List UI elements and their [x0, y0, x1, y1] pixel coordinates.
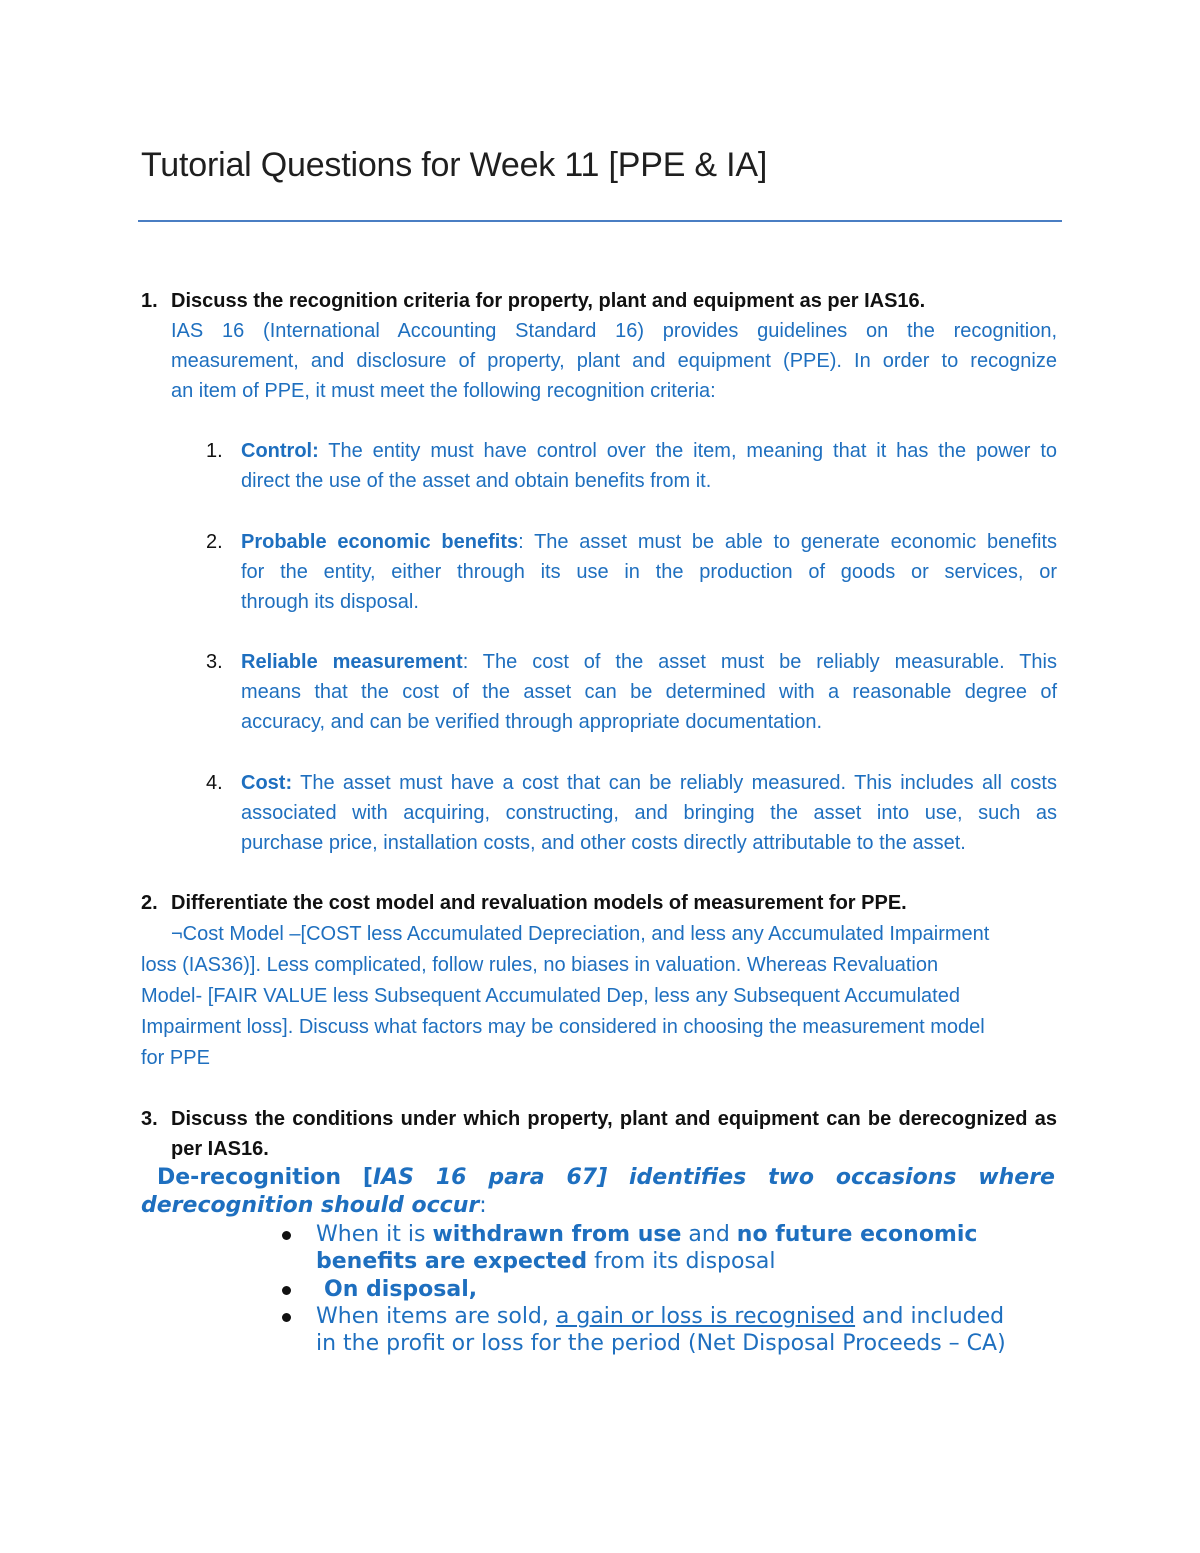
q2-question: Differentiate the cost model and revaluation models of measurement for PPE. [171, 892, 907, 914]
bullet-3-line-1 [316, 1303, 1004, 1330]
bullet-3-line-2: in the profit or loss for the period (Net Disposal Proceeds – CA) [316, 1331, 1006, 1356]
criterion-3-line-3: accuracy, and can be verified through appropriate documentation. [241, 711, 823, 733]
heading-italic-part-2: derecognition should occur [141, 1193, 480, 1218]
criterion-3-label: Reliable measurement [241, 651, 463, 673]
bullet-1-bold-b: no future economic [736, 1222, 978, 1247]
heading-colon: : [479, 1193, 487, 1218]
criterion-4-line-3: purchase price, installation costs, and other costs directly attributable to the asset. [241, 832, 966, 854]
bullet-dot-1 [282, 1231, 291, 1240]
criterion-1-text: The entity must have control over the item, meaning that it has the power to [318, 440, 1057, 462]
bullet-1-bold-c: benefits are expected [316, 1249, 588, 1274]
criterion-4-label: Cost: [241, 772, 293, 794]
criterion-2-label: Probable economic benefits [241, 531, 519, 553]
q1-intro-line-1: IAS 16 (International Accounting Standard 16) provides guidelines on the recognition, [171, 320, 1057, 342]
criterion-4-line-1 [241, 768, 1057, 798]
q1-intro-line-3: an item of PPE, it must meet the following recognition criteria: [171, 380, 716, 402]
criterion-3-line-2: means that the cost of the asset can be determined with a reasonable degree of [241, 681, 1057, 703]
criterion-3-text: : The cost of the asset must be reliably measurable. This [462, 651, 1057, 673]
criterion-4-text: The asset must have a cost that can be reliably measured. This includes all costs [292, 772, 1057, 794]
criterion-2-number: 2. [206, 531, 223, 553]
q2-answer-line-1: ¬Cost Model –[COST less Accumulated Depreciation, and less any Accumulated Impairment [171, 923, 990, 945]
derecognition-heading-line-1 [157, 1164, 1055, 1191]
bullet-1-text-b: and [681, 1222, 737, 1247]
bullet-dot-3 [282, 1313, 291, 1322]
criterion-3-line-1 [241, 647, 1057, 677]
q2-number: 2. [141, 892, 158, 914]
bullet-1-text-a: When it is [316, 1222, 433, 1247]
q2-answer-line-2: loss (IAS36)]. Less complicated, follow rules, no biases in valuation. Whereas Revaluation [141, 954, 939, 976]
criterion-1-line-2: direct the use of the asset and obtain benefits from it. [241, 470, 712, 492]
criterion-1-label: Control: [241, 440, 319, 462]
bullet-2-line-1: On disposal, [324, 1277, 478, 1302]
q1-intro-line-2: measurement, and disclosure of property, plant and equipment (PPE). In order to recognize [171, 350, 1057, 372]
criterion-1-number: 1. [206, 440, 223, 462]
bullet-1-text-c: from its disposal [587, 1249, 776, 1274]
page-title: Tutorial Questions for Week 11 [PPE & IA] [141, 146, 768, 184]
criterion-2-line-2: for the entity, either through its use in the production of goods or services, or [241, 561, 1057, 583]
bullet-3-underlined: a gain or loss is recognised [555, 1304, 856, 1329]
q2-answer-line-4: Impairment loss]. Discuss what factors may be considered in choosing the measurement model [141, 1016, 985, 1038]
q2-answer-line-3: Model- [FAIR VALUE less Subsequent Accumulated Dep, less any Subsequent Accumulated [141, 985, 960, 1007]
q1-number: 1. [141, 290, 158, 312]
heading-bold-part: De-recognition [ [157, 1165, 373, 1190]
q1-question: Discuss the recognition criteria for property, plant and equipment as per IAS16. [171, 290, 926, 312]
q3-number: 3. [141, 1108, 158, 1130]
bullet-1-line-1 [316, 1221, 977, 1248]
heading-italic-part: IAS 16 para 67] identifies two occasions where [372, 1165, 1055, 1190]
bullet-1-line-2 [316, 1248, 776, 1275]
bullet-3-text-b: and included [855, 1304, 1005, 1329]
bullet-dot-2 [282, 1286, 291, 1295]
criterion-1-line-1 [241, 436, 1057, 466]
bullet-1-bold-a: withdrawn from use [432, 1222, 682, 1247]
bullet-3-text-a: When items are sold, [316, 1304, 556, 1329]
criterion-4-number: 4. [206, 772, 223, 794]
criterion-2-text: : The asset must be able to generate economic benefits [518, 531, 1057, 553]
criterion-2-line-1 [241, 527, 1057, 557]
criterion-2-line-3: through its disposal. [241, 591, 419, 613]
criterion-3-number: 3. [206, 651, 223, 673]
derecognition-heading-line-2 [141, 1192, 487, 1219]
criterion-4-line-2: associated with acquiring, constructing, and bringing the asset into use, such as [241, 802, 1057, 824]
q3-question-line-2: per IAS16. [171, 1138, 269, 1160]
q2-answer-line-5: for PPE [141, 1047, 210, 1069]
q3-question-line-1: Discuss the conditions under which property, plant and equipment can be derecognized as [171, 1108, 1057, 1130]
title-divider [138, 220, 1062, 222]
